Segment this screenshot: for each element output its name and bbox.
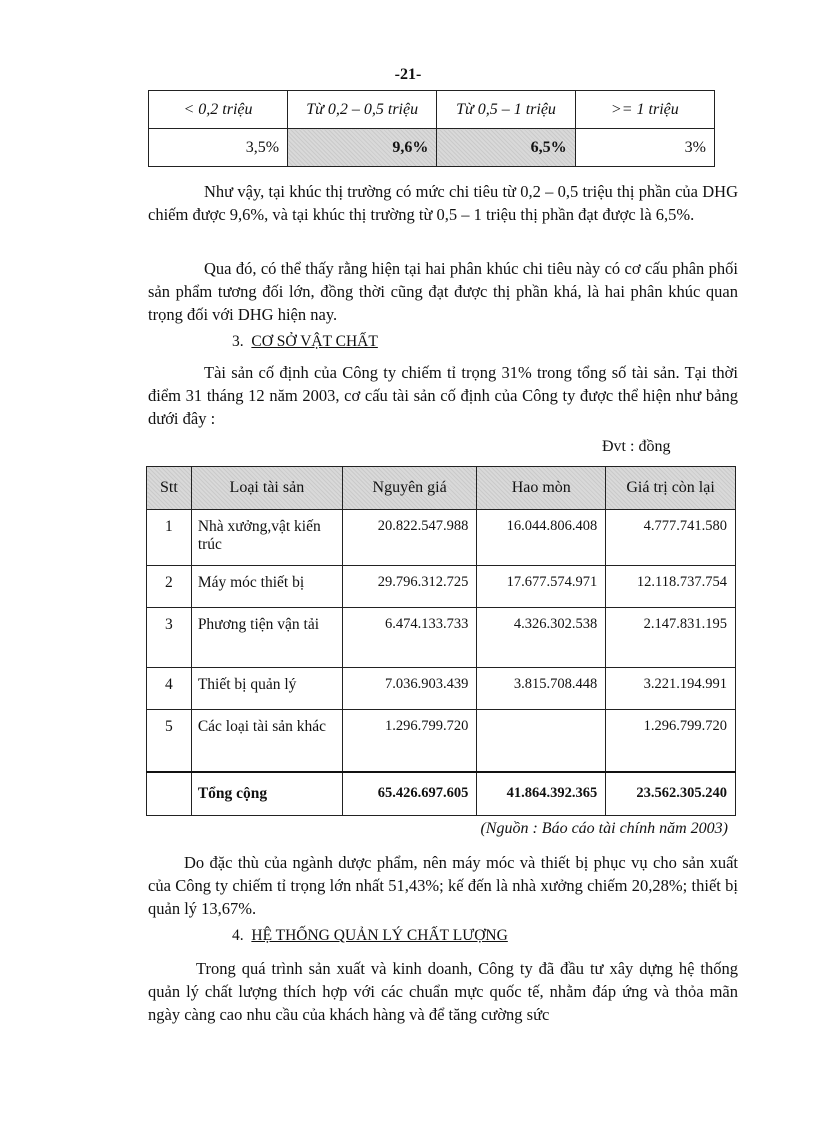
total-stt-cell	[147, 772, 192, 816]
paragraph-segment-importance: Qua đó, có thể thấy rằng hiện tại hai phân khúc chi tiêu này có cơ cấu phân phối sản phẩm tương đối lớn, đồng thời cũng đạt được thị phần khá, là hai phân khúc quan trọng đối với DHG hiện nay.	[148, 259, 738, 324]
asset-type-cell: Phương tiện vận tải	[191, 608, 342, 668]
section-heading-quality	[232, 927, 508, 945]
unit-label: Đvt : đồng	[602, 438, 671, 455]
assets-header-cell: Giá trị còn lại	[606, 467, 736, 510]
segment-header-cell: >= 1 triệu	[575, 91, 714, 129]
table-row	[147, 510, 736, 566]
total-residual-value-cell: 23.562.305.240	[606, 772, 736, 816]
assets-header-cell: Loại tài sản	[191, 467, 342, 510]
assets-header-cell: Nguyên giá	[342, 467, 476, 510]
asset-type-cell: Các loại tài sản khác	[191, 710, 342, 772]
asset-type-cell: Máy móc thiết bị	[191, 566, 342, 608]
residual-value-cell: 2.147.831.195	[606, 608, 736, 668]
page-number: -21-	[394, 66, 422, 83]
stt-cell: 2	[147, 566, 192, 608]
section-number: 3.	[232, 333, 244, 350]
table-row	[147, 608, 736, 668]
stt-cell: 4	[147, 668, 192, 710]
segment-value-cell: 9,6%	[288, 129, 437, 167]
total-original-cost-cell: 65.426.697.605	[342, 772, 476, 816]
section-title: CƠ SỞ VẬT CHẤT	[251, 333, 378, 350]
asset-type-cell: Thiết bị quản lý	[191, 668, 342, 710]
paragraph-equipment-share: Do đặc thù của ngành dược phẩm, nên máy móc và thiết bị phục vụ cho sản xuất của Công ty chiếm tỉ trọng lớn nhất 51,43%; kế đến là nhà xưởng chiếm 20,28%; thiết bị quản lý 13,67%.	[148, 853, 738, 918]
paragraph-quality-system: Trong quá trình sản xuất và kinh doanh, Công ty đã đầu tư xây dựng hệ thống quản lý chất lượng thích hợp với các chuẩn mực quốc tế, nhằm đáp ứng và thỏa mãn ngày càng cao nhu cầu của khách hàng và để tăng cường sức	[148, 959, 738, 1024]
section-number: 4.	[232, 927, 244, 944]
original-cost-cell: 1.296.799.720	[342, 710, 476, 772]
fixed-assets-table	[146, 466, 736, 816]
market-segment-table	[148, 90, 715, 167]
residual-value-cell: 3.221.194.991	[606, 668, 736, 710]
assets-header-cell: Stt	[147, 467, 192, 510]
segment-header-cell: Từ 0,5 – 1 triệu	[437, 91, 575, 129]
segment-value-cell: 6,5%	[437, 129, 575, 167]
source-note: (Nguồn : Báo cáo tài chính năm 2003)	[480, 820, 728, 837]
stt-cell: 3	[147, 608, 192, 668]
depreciation-cell: 3.815.708.448	[477, 668, 606, 710]
segment-value-cell: 3%	[575, 129, 714, 167]
table-row	[147, 710, 736, 772]
depreciation-cell: 4.326.302.538	[477, 608, 606, 668]
asset-type-cell: Nhà xưởng,vật kiến trúc	[191, 510, 342, 566]
section-heading-facilities	[232, 333, 378, 351]
stt-cell: 5	[147, 710, 192, 772]
segment-header-cell: Từ 0,2 – 0,5 triệu	[288, 91, 437, 129]
original-cost-cell: 29.796.312.725	[342, 566, 476, 608]
segment-header-row	[149, 91, 715, 129]
total-depreciation-cell: 41.864.392.365	[477, 772, 606, 816]
paragraph-market-share: Như vậy, tại khúc thị trường có mức chi tiêu từ 0,2 – 0,5 triệu thị phần của DHG chiếm được 9,6%, và tại khúc thị trường từ 0,5 – 1 triệu thị phần đạt được là 6,5%.	[148, 182, 738, 224]
depreciation-cell	[477, 710, 606, 772]
assets-header-row	[147, 467, 736, 510]
segment-header-cell: < 0,2 triệu	[149, 91, 288, 129]
segment-value-cell: 3,5%	[149, 129, 288, 167]
residual-value-cell: 4.777.741.580	[606, 510, 736, 566]
residual-value-cell: 1.296.799.720	[606, 710, 736, 772]
paragraph-fixed-assets: Tài sản cố định của Công ty chiếm tỉ trọng 31% trong tổng số tài sản. Tại thời điểm 31 tháng 12 năm 2003, cơ cấu tài sản cố định của Công ty được thể hiện như bảng dưới đây :	[148, 363, 738, 428]
depreciation-cell: 16.044.806.408	[477, 510, 606, 566]
assets-header-cell: Hao mòn	[477, 467, 606, 510]
table-row	[147, 566, 736, 608]
table-row	[147, 668, 736, 710]
original-cost-cell: 7.036.903.439	[342, 668, 476, 710]
total-label-cell: Tổng cộng	[191, 772, 342, 816]
original-cost-cell: 6.474.133.733	[342, 608, 476, 668]
section-title: HỆ THỐNG QUẢN LÝ CHẤT LƯỢNG	[251, 927, 508, 944]
segment-value-row	[149, 129, 715, 167]
original-cost-cell: 20.822.547.988	[342, 510, 476, 566]
stt-cell: 1	[147, 510, 192, 566]
residual-value-cell: 12.118.737.754	[606, 566, 736, 608]
depreciation-cell: 17.677.574.971	[477, 566, 606, 608]
total-row	[147, 772, 736, 816]
